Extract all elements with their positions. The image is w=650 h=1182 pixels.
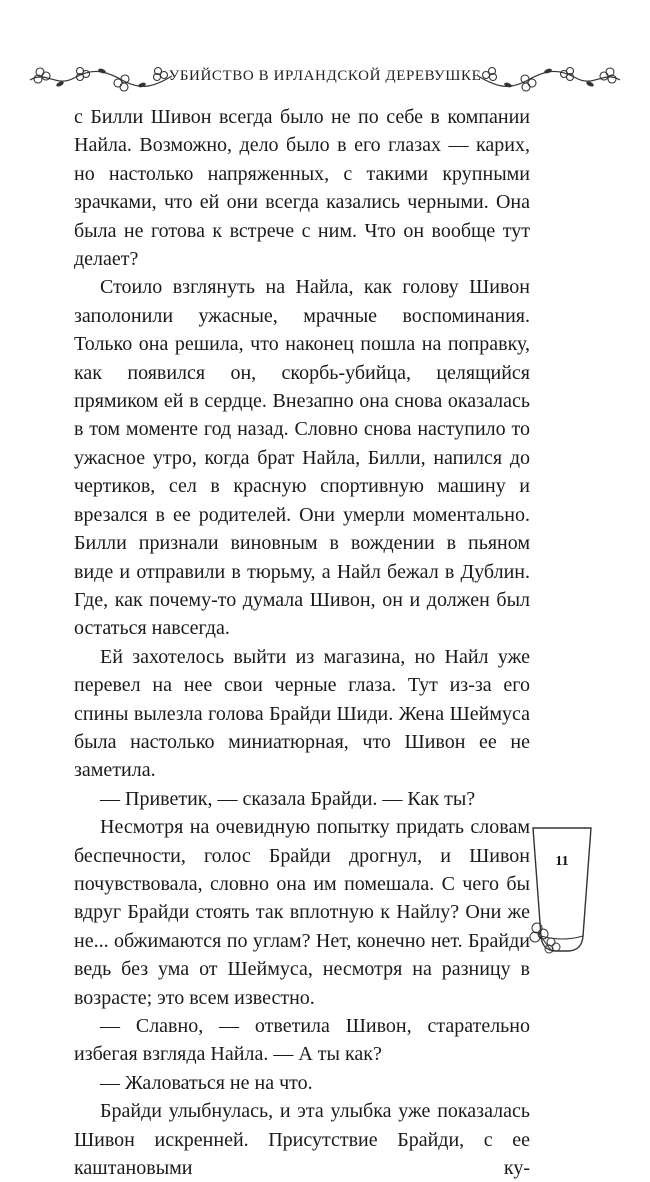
running-head-title: УБИЙСТВО В ИРЛАНДСКОЙ ДЕРЕВУШКЕ <box>168 68 482 84</box>
clover-vine-right-icon <box>474 62 624 92</box>
page-number: 11 <box>555 854 569 869</box>
paragraph: Брайди улыбнулась, и эта улыбка уже показалась Шивон искренней. Присутствие Брайди, с ее каштановыми ку- <box>74 1100 530 1180</box>
body-text <box>74 103 530 1182</box>
dialogue-line: — Славно, — ответила Шивон, старательно избегая взгляда Найла. — А ты как? <box>74 1015 530 1066</box>
paragraph-continuation: с Билли Шивон всегда было не по себе в компании Найла. Возможно, дело было в его глазах — карих, но настолько напряженных, с такими крупными зрачками, что ей они всегда казались черными. Она была не готова к встрече с ним. Что он вообще тут делает? <box>74 106 530 271</box>
running-head <box>22 60 628 96</box>
paragraph: Несмотря на очевидную попытку придать словам беспечности, голос Брайди дрогнул, и Шивон почувствовала, словно она им помешала. С чего бы вдруг Брайди стоять так вплотную к Найлу? Они же не... обжимаются по углам? Нет, конечно нет. Брайди ведь без ума от Шеймуса, несмотря на разницу в возрасте; это всем известно. <box>74 816 530 1009</box>
dialogue-line: — Жаловаться не на что. <box>100 1071 313 1094</box>
dialogue-line: — Приветик, — сказала Брайди. — Как ты? <box>100 787 476 810</box>
paragraph: Ей захотелось выйти из магазина, но Найл уже перевел на нее свои черные глаза. Тут из-за его спины вылезла голова Брайди Шиди. Жена Шеймуса была настолько миниатюрная, что Шивон ее не заметила. <box>74 645 530 782</box>
paragraph: Стоило взглянуть на Найла, как голову Шивон заполонили ужасные, мрачные воспоминания. Только она решила, что наконец пошла на поправку, как появился он, скорбь-убийца, целящийся прямиком ей в сердце. Внезапно она снова оказалась в том моменте год назад. Словно снова наступило то ужасное утро, когда брат Найла, Билли, напился до чертиков, сел в красную спортивную машину и врезался в ее родителей. Они умерли моментально. Билли признали виновным в вождении в пьяном виде и отправили в тюрьму, а Найл бежал в Дублин. Где, как почему-то думала Шивон, он и должен был остаться навсегда. <box>74 276 530 640</box>
pint-glass-clover-icon <box>529 824 595 956</box>
